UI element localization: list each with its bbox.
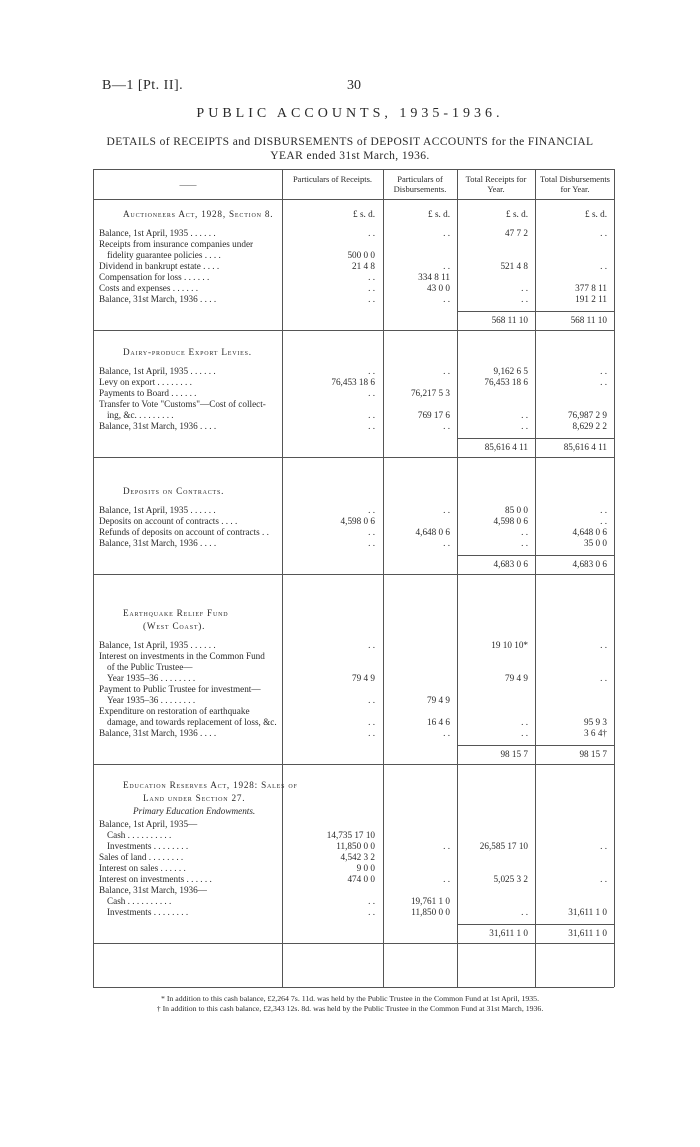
row-label: Cash . . . . . . . . . . [107, 830, 172, 840]
cell-c2: 19,761 1 0 [410, 896, 450, 906]
cell-c1: 4,542 3 2 [340, 852, 375, 862]
cell-c2: 79 4 9 [427, 695, 450, 705]
cell-c1: 14,735 17 10 [326, 830, 375, 840]
header-receipts: Particulars of Receipts. [292, 174, 373, 184]
total-disbursements: 98 15 7 [579, 749, 607, 759]
cell-c3: 76,453 18 6 [484, 377, 528, 387]
row-label: damage, and towards replacement of loss, &c. [107, 717, 277, 727]
col-rule-1 [282, 169, 283, 987]
cell-c2: . . [443, 228, 450, 238]
section-subheading: Primary Education Endowments. [133, 806, 256, 816]
cell-c1: . . [368, 421, 375, 431]
document-reference: B—1 [Pt. II]. [102, 78, 184, 93]
section-title: Dairy-produce Export Levies. [123, 347, 252, 357]
accounts-table [93, 169, 614, 987]
row-label: Investments . . . . . . . . [107, 907, 189, 917]
cell-c1: 11,850 0 0 [336, 841, 375, 851]
cell-c4: 377 8 11 [575, 283, 607, 293]
cell-c3: . . [521, 421, 528, 431]
cell-c4: . . [600, 505, 607, 515]
row-label: Receipts from insurance companies under [99, 239, 254, 249]
row-label: Cash . . . . . . . . . . [107, 896, 172, 906]
row-label: Balance, 31st March, 1936 . . . . [99, 538, 217, 548]
cell-c3: . . [521, 527, 528, 537]
cell-c2: 11,850 0 0 [411, 907, 450, 917]
cell-c4: 76,987 2 9 [567, 410, 607, 420]
cell-c4: 3 6 4† [584, 728, 607, 738]
table-left-rule [93, 169, 94, 987]
cell-c4: 8,629 2 2 [572, 421, 607, 431]
row-label: Balance, 1st April, 1935 . . . . . . [99, 505, 216, 515]
cell-c1: 500 0 0 [347, 250, 375, 260]
section-title: Earthquake Relief Fund [123, 608, 229, 618]
total-disbursements: 568 11 10 [570, 315, 607, 325]
col-rule-2 [383, 169, 384, 987]
total-receipts: 4,683 0 6 [493, 559, 528, 569]
row-label: Sales of land . . . . . . . . [99, 852, 184, 862]
row-label: Expenditure on restoration of earthquake [99, 706, 250, 716]
cell-c3: . . [521, 294, 528, 304]
cell-c3: 85 0 0 [505, 505, 528, 515]
row-label: Balance, 31st March, 1936 . . . . [99, 728, 217, 738]
cell-c1: 474 0 0 [347, 874, 375, 884]
row-label: of the Public Trustee— [107, 662, 193, 672]
cell-c3: . . [521, 907, 528, 917]
cell-c1: . . [368, 538, 375, 548]
cell-c1: . . [368, 907, 375, 917]
cell-c1: . . [368, 294, 375, 304]
cell-c1: . . [368, 640, 375, 650]
subtotal-rule [458, 924, 614, 925]
cell-c4: 191 2 11 [575, 294, 607, 304]
total-receipts: 85,616 4 11 [484, 442, 528, 452]
table-heading-line2: YEAR ended 31st March, 1936. [270, 150, 430, 162]
cell-c1: . . [368, 695, 375, 705]
section-title: Education Reserves Act, 1928: Sales of [123, 780, 298, 790]
header-blank: —— [179, 179, 197, 189]
cell-c4: . . [600, 261, 607, 271]
header-disbursements: Particulars of Disbursements. [393, 174, 447, 194]
page-title: PUBLIC ACCOUNTS, 1935-1936. [196, 106, 504, 121]
cell-c4: . . [600, 366, 607, 376]
row-label: Dividend in bankrupt estate . . . . [99, 261, 220, 271]
total-disbursements: 31,611 1 0 [568, 928, 607, 938]
cell-c2: . . [443, 841, 450, 851]
table-bottom-rule [93, 987, 614, 988]
cell-c4: . . [600, 673, 607, 683]
cell-c1: . . [368, 283, 375, 293]
currency-header: £ s. d. [353, 209, 375, 219]
row-label: Payment to Public Trustee for investment— [99, 684, 261, 694]
cell-c4: . . [600, 874, 607, 884]
row-label: Payments to Board . . . . . . [99, 388, 197, 398]
cell-c1: 76,453 18 6 [331, 377, 375, 387]
header-rule [93, 199, 614, 200]
subtotal-rule [458, 555, 614, 556]
cell-c3: 521 4 8 [500, 261, 528, 271]
row-label: Deposits on account of contracts . . . . [99, 516, 238, 526]
cell-c3: 26,585 17 10 [479, 841, 528, 851]
section-rule [93, 764, 614, 765]
cell-c2: 16 4 6 [427, 717, 450, 727]
cell-c1: . . [368, 272, 375, 282]
cell-c1: 21 4 8 [352, 261, 375, 271]
footnote-2: † In addition to this cash balance, £2,343 12s. 8d. was held by the Public Trustee in the Common Fund at 31st March, 1936. [156, 1004, 544, 1013]
table-heading-line1: DETAILS of RECEIPTS and DISBURSEMENTS of DEPOSIT ACCOUNTS for the FINANCIAL [106, 136, 594, 148]
cell-c3: 47 7 2 [505, 228, 528, 238]
total-receipts: 98 15 7 [500, 749, 528, 759]
cell-c2: . . [443, 505, 450, 515]
row-label: Interest on investments in the Common Fund [99, 651, 265, 661]
section-rule [93, 457, 614, 458]
page-number: 30 [347, 78, 361, 93]
total-disbursements: 85,616 4 11 [563, 442, 607, 452]
cell-c3: 5,025 3 2 [493, 874, 528, 884]
cell-c3: . . [521, 717, 528, 727]
cell-c3: 4,598 0 6 [493, 516, 528, 526]
cell-c1: . . [368, 410, 375, 420]
cell-c2: . . [443, 366, 450, 376]
cell-c3: . . [521, 410, 528, 420]
cell-c4: . . [600, 228, 607, 238]
section-title-cont: Land under Section 27. [143, 793, 246, 803]
cell-c4: . . [600, 377, 607, 387]
cell-c2: . . [443, 421, 450, 431]
row-label: ing, &c. . . . . . . . . [107, 410, 174, 420]
section-title: Auctioneers Act, 1928, Section 8. [123, 209, 274, 219]
row-label: Balance, 1st April, 1935 . . . . . . [99, 228, 216, 238]
cell-c1: 79 4 9 [352, 673, 375, 683]
cell-c3: 9,162 6 5 [493, 366, 528, 376]
col-rule-3 [457, 169, 458, 987]
cell-c1: . . [368, 366, 375, 376]
cell-c2: 76,217 5 3 [410, 388, 450, 398]
cell-c1: 9 0 0 [356, 863, 375, 873]
total-disbursements: 4,683 0 6 [572, 559, 607, 569]
cell-c4: 4,648 0 6 [572, 527, 607, 537]
cell-c2: 4,648 0 6 [415, 527, 450, 537]
row-label: Year 1935–36 . . . . . . . . [107, 673, 196, 683]
cell-c4: . . [600, 640, 607, 650]
row-label: Balance, 1st April, 1935 . . . . . . [99, 366, 216, 376]
total-receipts: 31,611 1 0 [489, 928, 528, 938]
row-label: Refunds of deposits on account of contracts . . [99, 527, 269, 537]
row-label: Balance, 31st March, 1936 . . . . [99, 421, 217, 431]
cell-c3: . . [521, 538, 528, 548]
cell-c1: 4,598 0 6 [340, 516, 375, 526]
section-title: Deposits on Contracts. [123, 486, 225, 496]
cell-c4: 95 9 3 [584, 717, 607, 727]
row-label: Balance, 1st April, 1935 . . . . . . [99, 640, 216, 650]
cell-c1: . . [368, 728, 375, 738]
cell-c3: . . [521, 728, 528, 738]
subtotal-rule [458, 745, 614, 746]
cell-c1: . . [368, 228, 375, 238]
cell-c2: . . [443, 261, 450, 271]
cell-c2: . . [443, 294, 450, 304]
cell-c1: . . [368, 896, 375, 906]
row-label: Levy on export . . . . . . . . [99, 377, 192, 387]
row-label: Year 1935–36 . . . . . . . . [107, 695, 196, 705]
subtotal-rule [458, 438, 614, 439]
footnote-1: * In addition to this cash balance, £2,264 7s. 11d. was held by the Public Trustee in the Common Fund at 1st April, 1935. [160, 994, 540, 1003]
cell-c1: . . [368, 388, 375, 398]
row-label: Interest on investments . . . . . . [99, 874, 212, 884]
cell-c3: . . [521, 283, 528, 293]
row-label: Balance, 31st March, 1936 . . . . [99, 294, 217, 304]
row-label: Interest on sales . . . . . . [99, 863, 186, 873]
header-total-receipts: Total Receipts for Year. [465, 174, 527, 194]
cell-c3: 19 10 10* [491, 640, 528, 650]
currency-header: £ s. d. [585, 209, 607, 219]
section-title-cont: (West Coast). [143, 621, 206, 631]
cell-c2: 43 0 0 [427, 283, 450, 293]
section-rule [93, 943, 614, 944]
cell-c4: 31,611 1 0 [568, 907, 607, 917]
cell-c3: 79 4 9 [505, 673, 528, 683]
row-label: Costs and expenses . . . . . . [99, 283, 199, 293]
row-label: Balance, 31st March, 1936— [99, 885, 207, 895]
cell-c1: . . [368, 527, 375, 537]
cell-c1: . . [368, 717, 375, 727]
row-label: Investments . . . . . . . . [107, 841, 189, 851]
subtotal-rule [458, 311, 614, 312]
section-rule [93, 330, 614, 331]
cell-c2: . . [443, 874, 450, 884]
total-receipts: 568 11 10 [491, 315, 528, 325]
cell-c4: . . [600, 841, 607, 851]
header-total-disbursements: Total Disbursements for Year. [540, 174, 610, 194]
row-label: Balance, 1st April, 1935— [99, 819, 198, 829]
table-right-rule [614, 169, 615, 987]
row-label: fidelity guarantee policies . . . . [107, 250, 221, 260]
cell-c1: . . [368, 505, 375, 515]
currency-header: £ s. d. [506, 209, 528, 219]
cell-c2: 769 17 6 [417, 410, 450, 420]
row-label: Compensation for loss . . . . . . [99, 272, 210, 282]
row-label: Transfer to Vote "Customs"—Cost of collect- [99, 399, 266, 409]
col-rule-4 [535, 169, 536, 987]
cell-c2: 334 8 11 [418, 272, 450, 282]
section-rule [93, 574, 614, 575]
cell-c2: . . [443, 538, 450, 548]
cell-c4: . . [600, 516, 607, 526]
currency-header: £ s. d. [428, 209, 450, 219]
cell-c2: . . [443, 728, 450, 738]
cell-c4: 35 0 0 [584, 538, 607, 548]
